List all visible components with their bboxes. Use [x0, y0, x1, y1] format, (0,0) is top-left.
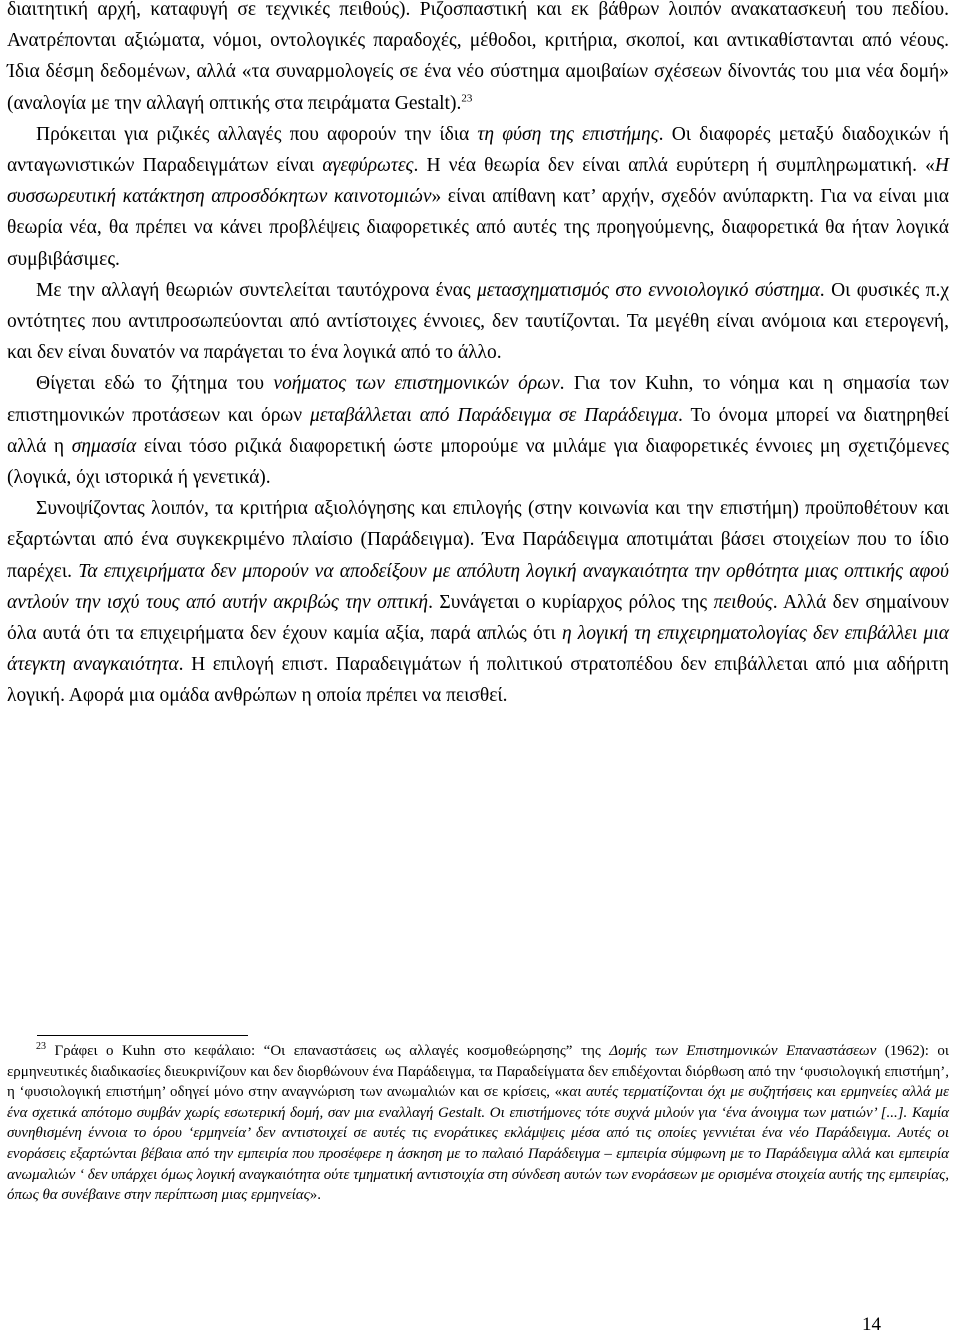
- body-text: [7, 0, 949, 712]
- footnote: [7, 1041, 949, 1206]
- paragraph-4: Θίγεται εδώ το ζήτημα του νοήματος των επιστημονικών όρων. Για τον Kuhn, το νόημα και η σημασία των επιστημονικών προτάσεων και όρων μεταβάλλεται από Παράδειγμα σε Παράδειγμα. Το όνομα μπορεί να διατηρηθεί αλλά η σημασία είναι τόσο ριζικά διαφορετική ώστε μπορούμε να μιλάμε για διαφορετικές έννοιες μη σχετιζόμενες (λογικά, όχι ιστορικά ή γενετικά).: [7, 373, 949, 489]
- footnote-reference[interactable]: 23: [461, 92, 473, 105]
- footnote-23: $^{23}$ Γράφει ο Kuhn στο κεφάλαιο: “Οι επαναστάσεις ως αλλαγές κοσμοθεώρησης” της Δομής των Επιστημονικών Επαναστάσεων (1962): οι ερμηνευτικές διαδικασίες διευκρινίζουν και δεν διορθώνουν ένα Παράδειγμα, τα Παραδείγματα δεν επιδέχονται διόρθωση από την ‘φυσιολογική επιστήμη’, η ‘φυσιολογική επιστήμη’ οδηγεί μόνο στην αναγνώριση των ανωμαλιών και σε κρίσεις, «και αυτές τερματίζονται όχι με συζητήσεις και ερμηνείες αλλά με ένα σχετικά απότομο συμβάν χωρίς εσωτερική δομή, σαν μια εναλλαγή Gestalt. Οι επιστήμονες τότε συχνά μιλούν για ‘ένα άνοιγμα των ματιών’ [...]. Καμία συνηθισμένη έννοια το όρου ‘ερμηνεία’ δεν αντιστοιχεί σε αυτές τις ενοράτικες εκλάμψεις μέσα από τις οποίες γεννιέται ένα νέο Παράδειγμα. Αυτές οι ενοράσεις εξαρτώνται βέβαια από την εμπειρία που προσέφερε η άσκηση με το παλαιό Παράδειγμα – εμπειρία σύμφωνη με το Παράδειγμα αλλά και εμπειρία ανωμαλιών ‘ δεν υπάρχει όμως λογική αναγκαιότητα ούτε τμηματική αντιστοιχία στη σύνδεση αυτών των ενοράσεων με ορισμένα στοιχεία αυτής της εμπειρίας, όπως θα συνέβαινε στην περίπτωση μιας ερμηνείας».: [7, 1041, 950, 1204]
- paragraph-2: Πρόκειται για ριζικές αλλαγές που αφορούν την ίδια τη φύση της επιστήμης. Οι διαφορές μεταξύ διαδοχικών ή ανταγωνιστικών Παραδειγμάτων είναι αγεφύρωτες. Η νέα θεωρία δεν είναι απλά ευρύτερη ή συμπληρωματική. «Η συσσωρευτική κατάκτηση απροσδόκητων καινοτομιών» είναι απίθανη κατ’ αρχήν, σχεδόν ανύπαρκτη. Για να είναι μια θεωρία νέα, θα πρέπει να κάνει προβλέψεις διαφορετικές από αυτές της προηγούμενης, διαφορετικά θα ήταν λογικά συμβιβάσιμες.: [7, 123, 949, 270]
- footnote-marker: 23: [36, 1041, 46, 1052]
- paragraph-1: διαιτητική αρχή, καταφυγή σε τεχνικές πειθούς). Ριζοσπαστική και εκ βάθρων λοιπόν ανακατασκευή του πεδίου. Ανατρέπονται αξιώματα, νόμοι, οντολογικές παραδοχές, μέθοδοι, κριτήρια, σκοποί, και αντικαθίστανται από νέους. Ίδια δέσμη δεδομένων, αλλά «τα συναρμολογείς σε ένα νέο σύστημα αμοιβαίων σχέσεων δίνοντάς του μια νέα δομή» (αναλογία με την αλλαγή οπτικής στα πειράματα Gestalt).$^{23}$: [7, 0, 949, 114]
- paragraph-5: Συνοψίζοντας λοιπόν, τα κριτήρια αξιολόγησης και επιλογής (στην κοινωνία και την επιστήμη) προϋποθέτουν και εξαρτώνται από ένα συγκεκριμένο πλαίσιο (Παράδειγμα). Ένα Παράδειγμα αποτιμάται βάσει στοιχείων που το ίδιο παρέχει. Τα επιχειρήματα δεν μπορούν να αποδείξουν με απόλυτη λογική αναγκαιότητα την ορθότητα μιας οπτικής αφού αντλούν την ισχύ τους από αυτήν ακριβώς την οπτική. Συνάγεται ο κυρίαρχος ρόλος της πειθούς. Αλλά δεν σημαίνουν όλα αυτά ότι τα επιχειρήματα δεν έχουν καμία αξία, παρά απλώς ότι η λογική τη επιχειρηματολογίας δεν επιβάλλει μια άτεγκτη αναγκαιότητα. Η επιλογή επιστ. Παραδειγμάτων ή πολιτικού στρατοπέδου δεν επιβάλλεται από μια αδήριτη λογική. Αφορά μια ομάδα ανθρώπων η οποία πρέπει να πεισθεί.: [7, 498, 950, 707]
- paragraph-3: Με την αλλαγή θεωριών συντελείται ταυτόχρονα ένας μετασχηματισμός στο εννοιολογικό σύστημα. Οι φυσικές π.χ οντότητες που αντιπροσωπεύονται από αντίστοιχες έννοιες, δεν ταυτίζονται. Τα μεγέθη είναι ανόμοια και ετερογενή, και δεν είναι δυνατόν να παράγεται το ένα λογικά από το άλλο.: [7, 279, 949, 364]
- page-number: 14: [862, 1314, 881, 1335]
- footnote-separator: [37, 1035, 248, 1036]
